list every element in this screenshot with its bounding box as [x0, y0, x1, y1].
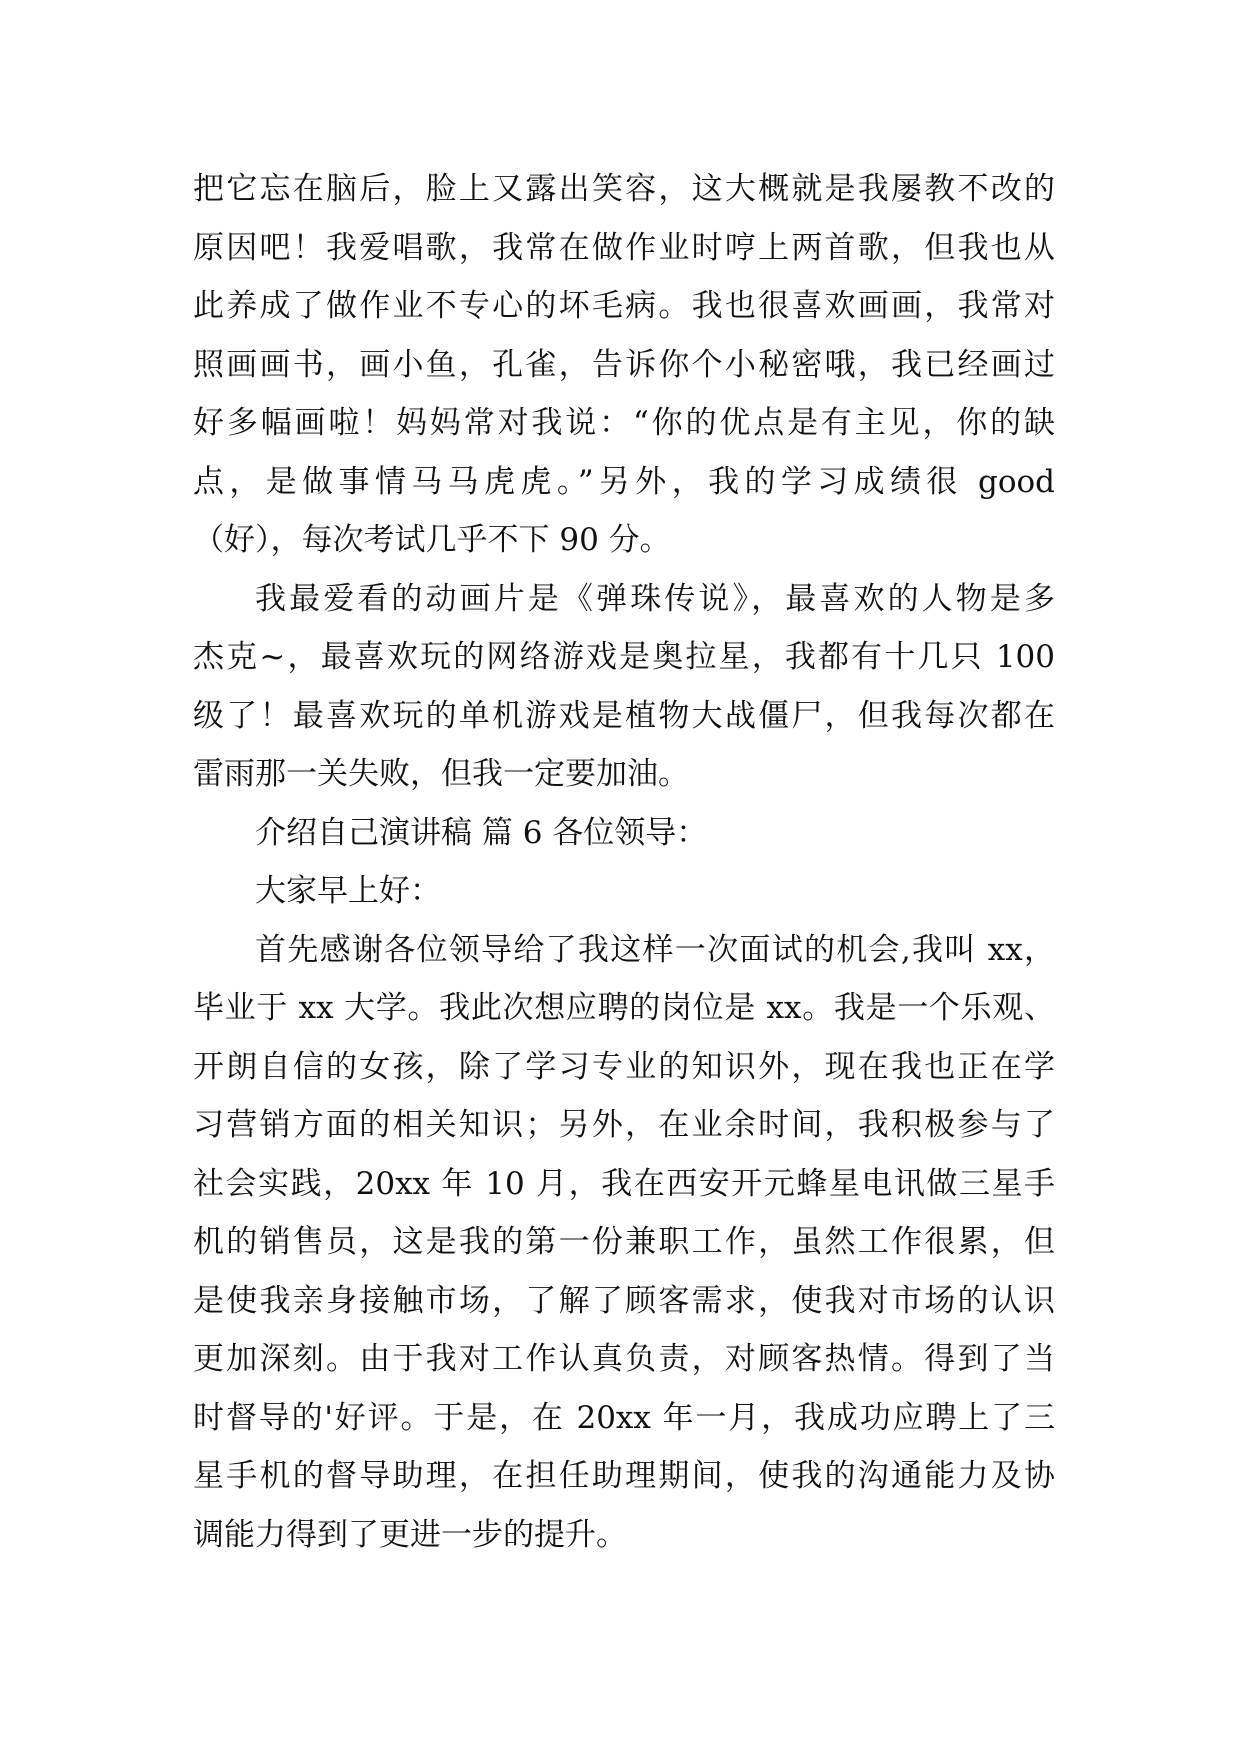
- text-line: 机的销售员，这是我的第一份兼职工作，虽然工作很累，但: [193, 1224, 1055, 1260]
- text-line: 照画画书，画小鱼，孔雀，告诉你个小秘密哦，我已经画过: [193, 346, 1055, 383]
- text-line: 更加深刻。由于我对工作认真负责，对顾客热情。得到了当: [193, 1341, 1055, 1377]
- text-line: 习营销方面的相关知识；另外，在业余时间，我积极参与了: [193, 1107, 1055, 1143]
- text-line: 好多幅画啦！妈妈常对我说：“你的优点是有主见，你的缺: [193, 405, 1055, 441]
- text-line: 调能力得到了更进一步的提升。: [193, 1516, 627, 1553]
- text-line: 原因吧！我爱唱歌，我常在做作业时哼上两首歌，但我也从: [193, 229, 1055, 266]
- body-text: [193, 160, 1055, 1564]
- section-heading: 介绍自己演讲稿 篇 6 各位领导：: [255, 814, 708, 851]
- text-line: 杰克~，最喜欢玩的网络游戏是奥拉星，我都有十几只 100: [193, 639, 1055, 675]
- text-line: 此养成了做作业不专心的坏毛病。我也很喜欢画画，我常对: [193, 288, 1055, 324]
- greeting-line: 大家早上好：: [255, 873, 441, 909]
- text-line: （好），每次考试几乎不下 90 分。: [193, 522, 671, 558]
- text-line: 把它忘在脑后，脸上又露出笑容，这大概就是我屡教不改的: [193, 171, 1055, 207]
- text-line: 时督导的'好评。于是，在 20xx 年一月，我成功应聘上了三: [193, 1399, 1055, 1436]
- text-line: 级了！最喜欢玩的单机游戏是植物大战僵尸，但我每次都在: [193, 697, 1055, 734]
- text-line: 开朗自信的女孩，除了学习专业的知识外，现在我也正在学: [193, 1048, 1055, 1085]
- text-line: 我最爱看的动画片是《弹珠传说》，最喜欢的人物是多: [255, 580, 1055, 617]
- text-line: 雷雨那一关失败，但我一定要加油。: [193, 756, 689, 792]
- text-line: 是使我亲身接触市场，了解了顾客需求，使我对市场的认识: [193, 1282, 1055, 1319]
- text-line: 毕业于 xx 大学。我此次想应聘的岗位是 xx。我是一个乐观、: [193, 990, 1055, 1026]
- text-line: 社会实践，20xx 年 10 月，我在西安开元蜂星电讯做三星手: [193, 1165, 1055, 1202]
- text-line: 星手机的督导助理，在担任助理期间，使我的沟通能力及协: [193, 1458, 1055, 1494]
- text-line: 首先感谢各位领导给了我这样一次面试的机会,我叫 xx，: [255, 931, 1055, 968]
- text-line: 点，是做事情马马虎虎。”另外，我的学习成绩很 good: [193, 463, 1055, 500]
